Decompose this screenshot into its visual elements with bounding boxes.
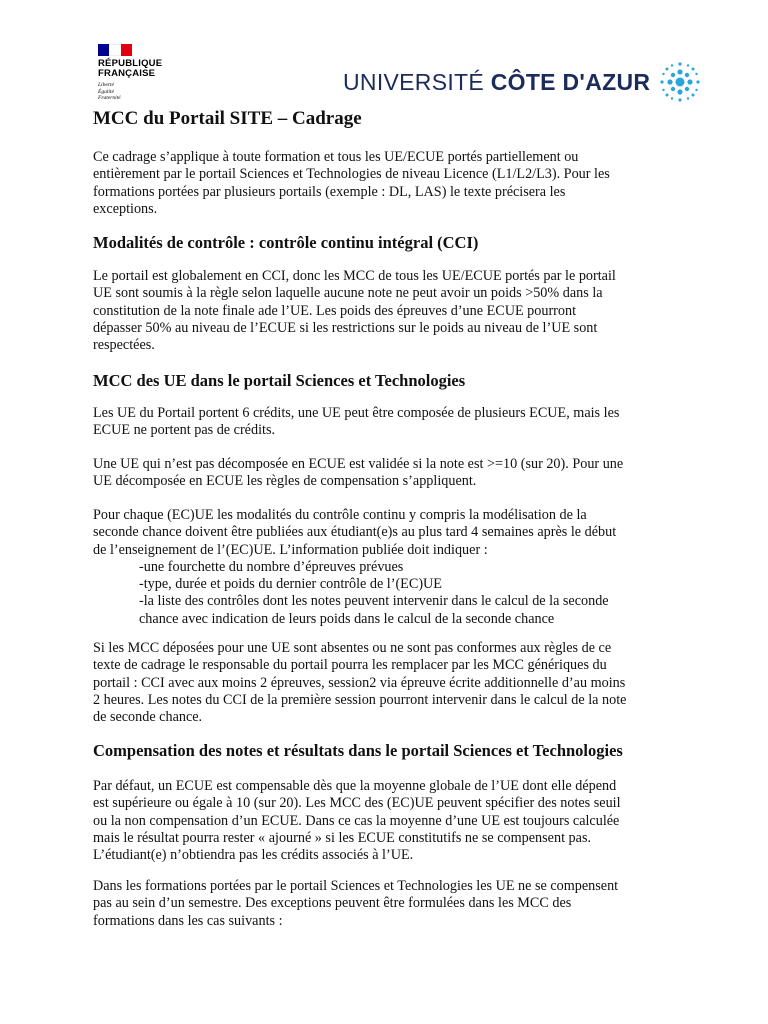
- text-line: Si les MCC déposées pour une UE sont absentes ou ne sont pas conformes aux règles de ce: [93, 640, 612, 656]
- text-line: UE décomposée en ECUE les règles de compensation s’appliquent.: [93, 473, 477, 490]
- text-line: entièrement par le portail Sciences et Technologies de niveau Licence (L1/L2/L3). Pour les: [93, 166, 610, 183]
- text-line: Le portail est globalement en CCI, donc les MCC de tous les UE/ECUE portés par le portail: [93, 268, 616, 284]
- section-heading-mcc-ue: MCC des UE dans le portail Sciences et Technologies: [93, 371, 466, 390]
- uca-wordmark-bold: CÔTE D'AZUR: [490, 68, 651, 95]
- section-compensation-paragraph-2: [93, 878, 683, 930]
- section-mcc-ue-paragraph-2: [93, 456, 683, 491]
- list-item: -la liste des contrôles dont les notes peuvent intervenir dans le calcul de la seconde: [139, 593, 609, 610]
- text-line: Les UE du Portail portent 6 crédits, une UE peut être composée de plusieurs ECUE, mais les: [93, 405, 620, 421]
- rf-motto: [98, 82, 188, 102]
- text-line: Par défaut, un ECUE est compensable dès que la moyenne globale de l’UE dont elle dépend: [93, 778, 617, 794]
- text-line: dépasser 50% au niveau de l’ECUE si les restrictions sur le poids au niveau de l’UE sont: [93, 319, 598, 336]
- uca-wordmark-light: UNIVERSITÉ: [343, 68, 485, 95]
- text-line: formations portées par plusieurs portails (exemple : DL, LAS) le texte précisera les: [93, 183, 566, 200]
- rf-title-line2: FRANÇAISE: [98, 68, 156, 79]
- text-line: Une UE qui n’est pas décomposée en ECUE est validée si la note est >=10 (sur 20). Pour une: [93, 456, 624, 472]
- text-line: formations dans les cas suivants :: [93, 912, 283, 929]
- text-line: est supérieure ou égale à 10 (sur 20). Les MCC des (EC)UE peuvent spécifier des notes seuil: [93, 795, 621, 812]
- motto-fraternite: Fraternité: [98, 95, 121, 101]
- section-compensation-paragraph-1: [93, 778, 683, 864]
- text-line: Pour chaque (EC)UE les modalités du contrôle continu y compris la modélisation de la: [93, 507, 587, 523]
- text-line: texte de cadrage le responsable du portail pourra les remplacer par les MCC génériques du: [93, 657, 607, 674]
- text-line: Dans les formations portées par le portail Sciences et Technologies les UE ne se compensent: [93, 878, 619, 894]
- text-line: ou la non compensation d’un ECUE. Dans ce cas la moyenne d’une UE est toujours calculée: [93, 812, 620, 829]
- rf-title-line1: RÉPUBLIQUE: [98, 58, 163, 69]
- text-line: 2 heures. Les notes du CCI de la première session pourront intervenir dans le calcul de la note: [93, 691, 627, 708]
- document-title: MCC du Portail SITE – Cadrage: [93, 108, 362, 129]
- text-line: ECUE ne portent pas de crédits.: [93, 422, 276, 439]
- republique-francaise-logo: [98, 44, 188, 102]
- list-item: -une fourchette du nombre d’épreuves prévues: [139, 558, 404, 575]
- text-line: constitution de la note finale ade l’UE. Les poids des épreuves d’une ECUE pourront: [93, 302, 577, 319]
- section-mcc-ue-paragraph-3: [93, 507, 683, 628]
- motto-liberte: Liberté: [98, 82, 114, 88]
- section-mcc-ue-paragraph-4: [93, 640, 683, 726]
- text-line: respectées.: [93, 337, 155, 354]
- section-cci-paragraph: [93, 268, 683, 354]
- intro-paragraph: [93, 149, 683, 218]
- uca-wordmark: [343, 69, 650, 96]
- text-line: seconde chance doivent être publiées aux étudiant(e)s au plus tard 4 semaines après le début: [93, 524, 617, 541]
- text-line: de l’enseignement de l’(EC)UE. L’information publiée doit indiquer :: [93, 541, 488, 558]
- text-line: Ce cadrage s’applique à toute formation et tous les UE/ECUE portés partiellement ou: [93, 149, 579, 165]
- universite-cote-dazur-logo: [343, 60, 702, 104]
- text-line: L’étudiant(e) n’obtiendra pas les crédits associés à l’UE.: [93, 847, 414, 864]
- text-line: UE sont soumis à la règle selon laquelle aucune note ne peut avoir un poids >50% dans la: [93, 285, 603, 302]
- text-line: pas au sein d’un semestre. Des exceptions peuvent être formulées dans les MCC des: [93, 895, 572, 912]
- document-header: [93, 44, 683, 108]
- section-heading-cci: Modalités de contrôle : contrôle continu intégral (CCI): [93, 233, 479, 252]
- list-item: chance avec indication de leurs poids dans le calcul de la seconde chance: [139, 610, 555, 627]
- motto-egalite: Égalité: [98, 88, 114, 95]
- section-mcc-ue-paragraph-1: [93, 405, 683, 440]
- text-line: portail : CCI avec aux moins 2 épreuves, session2 via épreuve écrite additionnelle d’au moins: [93, 674, 626, 691]
- uca-dots-icon: [658, 60, 702, 104]
- text-line: mais le résultat pourra rester « ajourné » si les ECUE constitutifs ne se compensent pas.: [93, 829, 592, 846]
- text-line: exceptions.: [93, 200, 158, 217]
- text-line: de seconde chance.: [93, 709, 203, 726]
- section-heading-compensation: Compensation des notes et résultats dans le portail Sciences et Technologies: [93, 741, 623, 760]
- list-item: -type, durée et poids du dernier contrôle de l’(EC)UE: [139, 576, 442, 593]
- french-flag-icon: [98, 44, 132, 56]
